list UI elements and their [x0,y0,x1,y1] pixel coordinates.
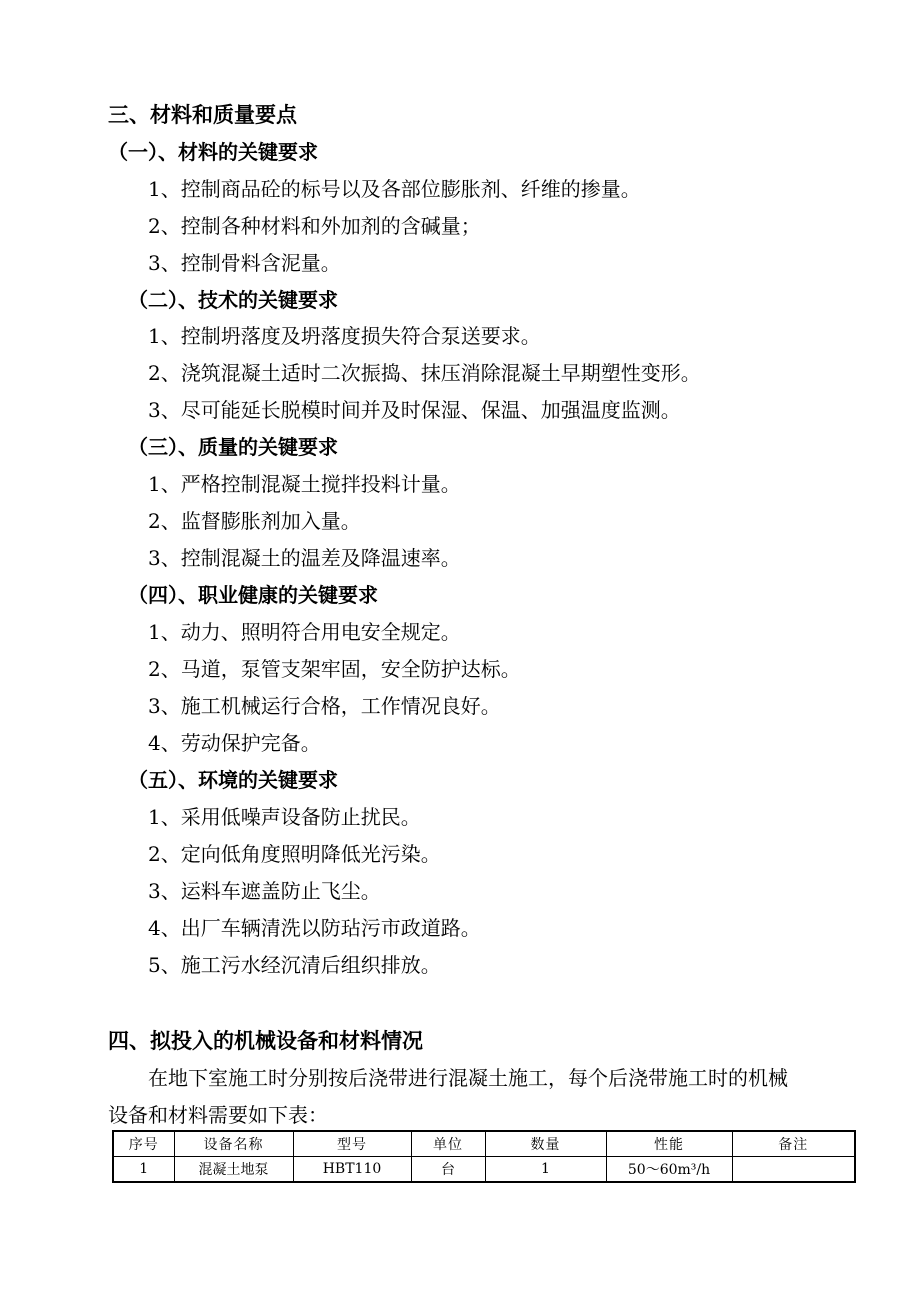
table-cell: HBT110 [293,1157,411,1183]
list-item: 4、劳动保护完备。 [148,731,321,755]
section-4-title: 四、拟投入的机械设备和材料情况 [108,1028,423,1053]
list-item: 2、定向低角度照明降低光污染。 [148,842,441,866]
list-item: 3、运料车遮盖防止飞尘。 [148,879,381,903]
list-item: 1、采用低噪声设备防止扰民。 [148,805,421,829]
subsection-3-title: （三）、质量的关键要求 [128,435,338,459]
list-item: 5、施工污水经沉清后组织排放。 [148,953,441,977]
subsection-2-title: （二）、技术的关键要求 [128,288,338,312]
list-item: 2、控制各种材料和外加剂的含碱量； [148,214,481,238]
subsection-1-title: （一）、材料的关键要求 [108,140,318,164]
header-cell-remarks: 备注 [732,1131,855,1157]
paragraph-line-2: 设备和材料需要如下表： [108,1103,328,1127]
table-cell: 台 [411,1157,485,1183]
table-row [113,1157,855,1183]
list-item: 1、控制商品砼的标号以及各部位膨胀剂、纤维的掺量。 [148,177,641,201]
list-item: 1、控制坍落度及坍落度损失符合泵送要求。 [148,324,541,348]
header-cell-performance: 性能 [606,1131,732,1157]
section-3-title: 三、材料和质量要点 [108,102,297,127]
list-item: 3、控制骨料含泥量。 [148,251,341,275]
paragraph-line-1: 在地下室施工时分别按后浇带进行混凝土施工，每个后浇带施工时的机械 [148,1066,788,1090]
header-cell-device-name: 设备名称 [174,1131,293,1157]
list-item: 3、尽可能延长脱模时间并及时保湿、保温、加强温度监测。 [148,398,681,422]
header-cell-quantity: 数量 [485,1131,606,1157]
header-cell-unit: 单位 [411,1131,485,1157]
table-cell: 1 [113,1157,174,1183]
list-item: 4、出厂车辆清洗以防玷污市政道路。 [148,916,481,940]
header-cell-model: 型号 [293,1131,411,1157]
table-cell: 混凝土地泵 [174,1157,293,1183]
table-cell: 50～60m³/h [606,1157,732,1183]
list-item: 2、监督膨胀剂加入量。 [148,509,361,533]
list-item: 2、马道，泵管支架牢固，安全防护达标。 [148,657,521,681]
list-item: 1、严格控制混凝土搅拌投料计量。 [148,472,461,496]
list-item: 1、动力、照明符合用电安全规定。 [148,620,461,644]
table-cell [732,1157,855,1183]
subsection-5-title: （五）、环境的关键要求 [128,768,338,792]
header-cell-index: 序号 [113,1131,174,1157]
table-header-row [113,1131,855,1157]
equipment-table [112,1130,856,1183]
subsection-4-title: （四）、职业健康的关键要求 [128,583,378,607]
table-cell: 1 [485,1157,606,1183]
list-item: 3、施工机械运行合格，工作情况良好。 [148,694,501,718]
list-item: 3、控制混凝土的温差及降温速率。 [148,546,461,570]
list-item: 2、浇筑混凝土适时二次振捣、抹压消除混凝土早期塑性变形。 [148,361,701,385]
